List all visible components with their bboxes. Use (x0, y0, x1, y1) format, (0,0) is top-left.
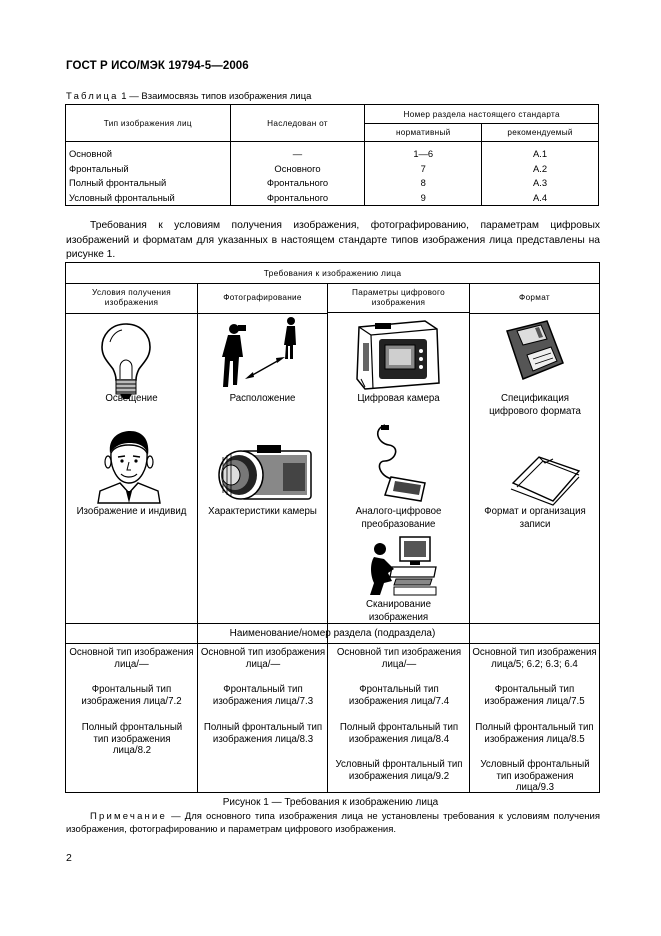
table-caption-word: Таблица (66, 91, 119, 102)
cell-inherit: Основного (230, 161, 365, 176)
floppy-disk-icon (503, 319, 567, 383)
column-divider (469, 283, 470, 792)
face-image-types-table (65, 104, 599, 206)
header-normative: нормативный (365, 124, 482, 142)
ref-frontal-acquisition: Фронтальный тип изображения лица/7.2 (81, 684, 182, 707)
document-header: ГОСТ Р ИСО/МЭК 19794-5—2006 (66, 60, 249, 72)
table-caption-title: — Взаимосвязь типов изображения лица (126, 91, 312, 102)
item-digital-camera: Цифровая камера (357, 393, 440, 404)
document-pages-icon (509, 453, 581, 505)
adc-device-icon (371, 421, 431, 503)
table-row (66, 142, 599, 162)
table-row (66, 176, 599, 191)
cell-normative: 7 (365, 161, 482, 176)
ref-frontal-format: Фронтальный тип изображения лица/7.5 (484, 684, 585, 707)
cell-normative: 9 (365, 190, 482, 205)
person-portrait-icon (96, 429, 162, 503)
note (66, 810, 600, 836)
figure-1 (65, 262, 600, 793)
ref-basic-format: Основной тип изображения лица/5; 6.2; 6.3; 6.4 (472, 647, 597, 670)
item-record-format: Формат и организация записи (484, 506, 586, 530)
cell-type: Фронтальный (66, 161, 231, 176)
table-caption (66, 91, 311, 102)
header-recommended: рекомендуемый (482, 124, 599, 142)
ref-frontal-digital: Фронтальный тип изображения лица/7.4 (348, 684, 450, 707)
item-adc: Аналого-цифровое преобразование (355, 506, 442, 530)
cell-recommended: А.2 (482, 161, 599, 176)
column-header-photography: Фотографирование (198, 283, 327, 314)
table-row (66, 190, 599, 205)
column-divider (327, 283, 328, 792)
body-paragraph-text: Требования к условиям получения изображения, фотографированию, параметрам цифровых изображений и форматам для указанных в настоящем стандарте типов изображения лица представлены на рисунке 1. (66, 220, 600, 260)
column-divider (197, 283, 198, 792)
section-names-row: Наименование/номер раздела (подраздела) (66, 623, 599, 644)
positioning-icon (209, 315, 319, 395)
figure-caption: Рисунок 1 — Требования к изображению лица (222, 797, 439, 808)
ref-conditional-frontal-format: Условный фронтальный тип изображения лица/9.3 (480, 759, 590, 793)
header-image-type: Тип изображения лиц (66, 105, 231, 142)
table-row (66, 161, 599, 176)
cell-inherit: Фронтального (230, 176, 365, 191)
ref-conditional-frontal-digital: Условный фронтальный тип изображения лица/9.2 (335, 759, 463, 782)
page-number: 2 (66, 852, 72, 864)
item-subject: Изображение и индивид (76, 506, 187, 517)
figure-title: Требования к изображению лица (66, 263, 599, 284)
cell-recommended: А.1 (482, 142, 599, 162)
item-lighting: Освещение (105, 393, 158, 404)
cell-type: Полный фронтальный (66, 176, 231, 191)
ref-full-frontal-acquisition: Полный фронтальный тип изображения лица/8.2 (81, 722, 183, 756)
item-positioning: Расположение (229, 393, 296, 404)
ref-frontal-photography: Фронтальный тип изображения лица/7.3 (212, 684, 314, 707)
scanning-workstation-icon (366, 535, 438, 597)
ref-basic-digital: Основной тип изображения лица/— (336, 647, 462, 670)
ref-basic-acquisition: Основной тип изображения лица/— (69, 647, 194, 670)
cell-type: Основной (66, 142, 231, 162)
cell-normative: 8 (365, 176, 482, 191)
digital-camera-icon (353, 317, 445, 395)
ref-full-frontal-digital: Полный фронтальный тип изображения лица/8.4 (339, 722, 459, 745)
item-scanning: Сканирование изображения (366, 599, 431, 623)
item-camera-specs: Характеристики камеры (208, 506, 317, 517)
header-section-number: Номер раздела настоящего стандарта (365, 105, 599, 124)
light-bulb-icon (96, 320, 156, 400)
ref-full-frontal-format: Полный фронтальный тип изображения лица/8.5 (475, 722, 594, 745)
cell-inherit: Фронтального (230, 190, 365, 205)
column-header-format: Формат (470, 283, 599, 314)
item-format-spec: Спецификация цифрового формата (489, 393, 581, 417)
cell-normative: 1—6 (365, 142, 482, 162)
column-header-acquisition: Условия получения изображения (66, 283, 197, 314)
cell-inherit: — (230, 142, 365, 162)
column-header-digital-params: Параметры цифрового изображения (328, 283, 469, 313)
cell-recommended: А.3 (482, 176, 599, 191)
table-caption-number: 1 (121, 91, 127, 102)
note-label: Примечание (90, 811, 167, 822)
header-inherited-from: Наследован от (230, 105, 365, 142)
cell-recommended: А.4 (482, 190, 599, 205)
ref-full-frontal-photography: Полный фронтальный тип изображения лица/8.3 (203, 722, 323, 745)
ref-basic-photography: Основной тип изображения лица/— (200, 647, 326, 670)
body-paragraph (66, 219, 600, 263)
note-text: — Для основного типа изображения лица не установлены требования к условиям получения изображения, фотографированию и параметрам цифрового изображения. (66, 811, 600, 835)
film-camera-icon (211, 443, 315, 505)
cell-type: Условный фронтальный (66, 190, 231, 205)
